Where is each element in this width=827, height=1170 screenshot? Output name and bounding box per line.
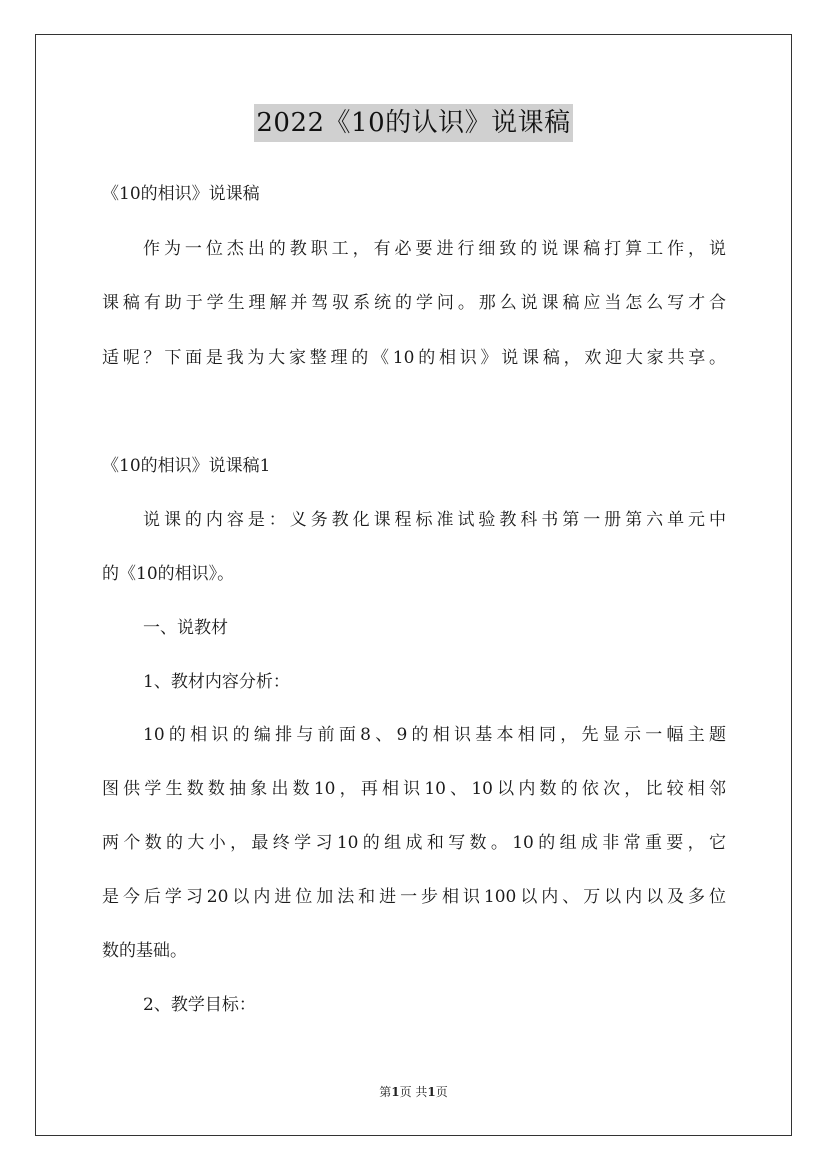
footer-page-suffix: 页 [435, 1085, 448, 1099]
footer-page-number: 1 [391, 1085, 400, 1099]
paragraph-line: 的《10的相识》。 [102, 564, 235, 584]
title-wrap [0, 104, 827, 142]
document-title: 2022《10的认识》说课稿 [254, 104, 572, 142]
footer-page-mid: 页 共 [399, 1085, 428, 1099]
paragraph-line: 说课的内容是：义务教化课程标准试验教科书第一册第六单元中 [143, 510, 726, 530]
paragraph-line: 作为一位杰出的教职工，有必要进行细致的说课稿打算工作，说 [143, 239, 726, 259]
footer-page-total: 1 [427, 1085, 436, 1099]
section-heading: 《10的相识》说课稿1 [102, 456, 271, 476]
paragraph-line: 两个数的大小，最终学习10的组成和写数。10的组成非常重要，它 [102, 833, 726, 853]
paragraph-line: 适呢？下面是我为大家整理的《10的相识》说课稿，欢迎大家共享。 [102, 348, 726, 368]
subheading: 1、教材内容分析： [143, 672, 290, 692]
paragraph-line: 10的相识的编排与前面8、9的相识基本相同，先显示一幅主题 [143, 725, 726, 745]
footer-page-prefix: 第 [379, 1085, 392, 1099]
paragraph-line: 课稿有助于学生理解并驾驭系统的学问。那么说课稿应当怎么写才合 [102, 293, 726, 313]
subheading: 一、说教材 [143, 618, 228, 638]
paragraph-line: 是今后学习20以内进位加法和进一步相识100以内、万以内以及多位 [102, 887, 726, 907]
section-heading: 《10的相识》说课稿 [102, 184, 260, 204]
subheading: 2、教学目标： [143, 995, 256, 1015]
paragraph-line: 图供学生数数抽象出数10，再相识10、10以内数的依次，比较相邻 [102, 779, 726, 799]
page-footer [0, 1084, 827, 1100]
paragraph-line: 数的基础。 [102, 941, 187, 961]
